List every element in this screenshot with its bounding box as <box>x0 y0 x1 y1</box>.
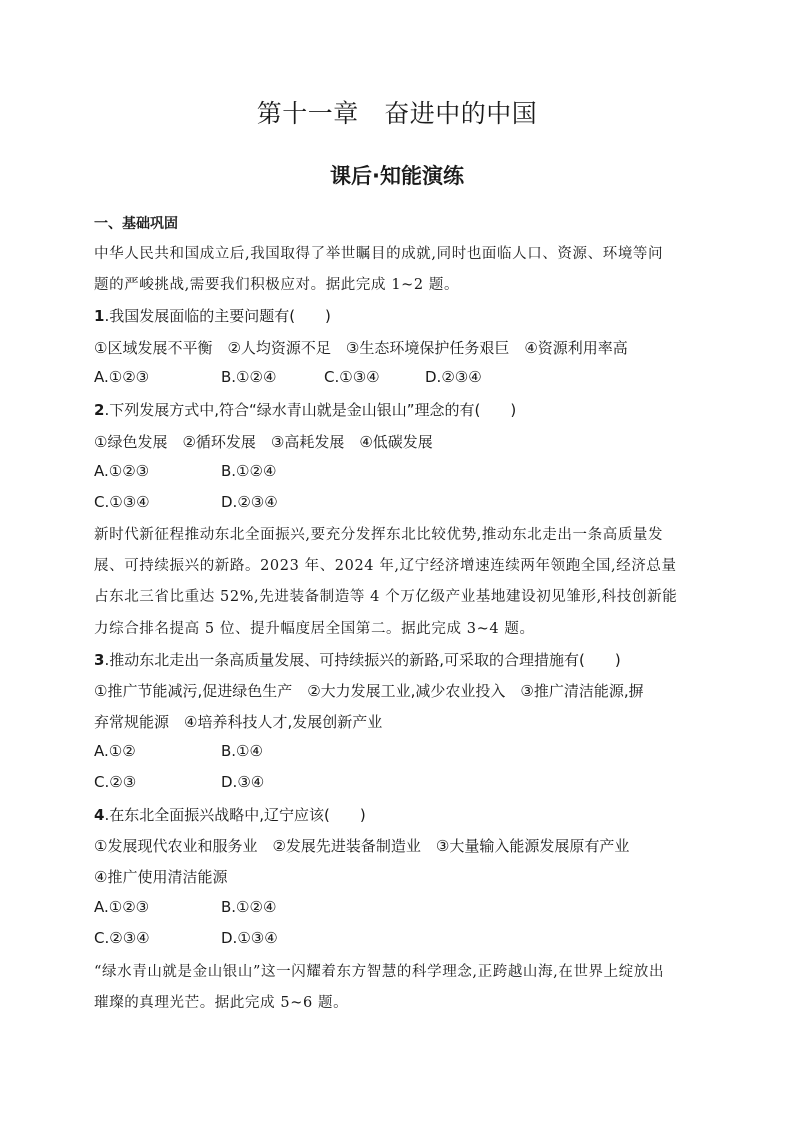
question-4-statements: ④推广使用清洁能源 <box>94 868 228 886</box>
passage-line: 力综合排名提高 5 位、提升幅度居全国第二。据此完成 3~4 题。 <box>94 621 535 637</box>
passage-line: “绿水青山就是金山银山”这一闪耀着东方智慧的科学理念,正跨越山海,在世界上绽放出 <box>94 964 665 980</box>
question-text: .下列发展方式中,符合“绿水青山就是金山银山”理念的有( ) <box>104 401 517 419</box>
choice-a[interactable]: A.①②③ <box>94 462 150 480</box>
question-1-stem <box>94 305 331 326</box>
question-text: .我国发展面临的主要问题有( ) <box>104 307 331 325</box>
choice-c[interactable]: C.①③④ <box>324 368 380 386</box>
section-title: 课后·知能演练 <box>330 164 464 188</box>
choice-c[interactable]: C.②③④ <box>94 929 150 947</box>
passage-line: 中华人民共和国成立后,我国取得了举世瞩目的成就,同时也面临人口、资源、环境等问 <box>94 246 664 262</box>
question-4-stem <box>94 804 366 825</box>
passage-line: 占东北三省比重达 52%,先进装备制造等 4 个万亿级产业基地建设初见雏形,科技创新能 <box>94 589 678 605</box>
chapter-title: 第十一章 奋进中的中国 <box>256 99 538 128</box>
question-2-choices-row-1 <box>94 462 276 480</box>
choice-c[interactable]: C.①③④ <box>94 493 150 511</box>
passage-line: 题的严峻挑战,需要我们积极应对。据此完成 1~2 题。 <box>94 277 460 293</box>
choice-c[interactable]: C.②③ <box>94 773 137 791</box>
question-number: 3 <box>94 651 105 669</box>
question-3-statements: 弃常规能源 ④培养科技人才,发展创新产业 <box>94 713 383 731</box>
choice-a[interactable]: A.①②③ <box>94 368 150 386</box>
question-text: .推动东北走出一条高质量发展、可持续振兴的新路,可采取的合理措施有( ) <box>104 651 621 669</box>
choice-d[interactable]: D.①③④ <box>221 929 278 947</box>
part-heading: 一、基础巩固 <box>94 216 178 232</box>
question-2-statements: ①绿色发展 ②循环发展 ③高耗发展 ④低碳发展 <box>94 433 433 451</box>
choice-d[interactable]: D.③④ <box>221 773 265 791</box>
passage-line: 新时代新征程推动东北全面振兴,要充分发挥东北比较优势,推动东北走出一条高质量发 <box>94 527 664 543</box>
question-1-choices <box>94 368 482 386</box>
question-number: 2 <box>94 401 105 419</box>
choice-b[interactable]: B.①②④ <box>221 462 277 480</box>
question-2-stem <box>94 399 516 420</box>
question-3-statements: ①推广节能减污,促进绿色生产 ②大力发展工业,减少农业投入 ③推广清洁能源,摒 <box>94 682 644 700</box>
question-3-choices-row-2 <box>94 773 264 791</box>
passage-line: 璀璨的真理光芒。据此完成 5~6 题。 <box>94 995 349 1011</box>
question-2-choices-row-2 <box>94 493 278 511</box>
question-text: .在东北全面振兴战略中,辽宁应该( ) <box>104 806 366 824</box>
choice-b[interactable]: B.①②④ <box>221 368 277 386</box>
choice-a[interactable]: A.①②③ <box>94 898 150 916</box>
choice-d[interactable]: D.②③④ <box>425 368 482 386</box>
question-1-statements: ①区域发展不平衡 ②人均资源不足 ③生态环境保护任务艰巨 ④资源利用率高 <box>94 339 628 357</box>
choice-d[interactable]: D.②③④ <box>221 493 278 511</box>
question-4-choices-row-2 <box>94 929 278 947</box>
question-4-choices-row-1 <box>94 898 276 916</box>
question-3-stem <box>94 649 621 670</box>
question-3-choices-row-1 <box>94 742 263 760</box>
choice-b[interactable]: B.①②④ <box>221 898 277 916</box>
question-number: 4 <box>94 806 105 824</box>
passage-line: 展、可持续振兴的新路。2023 年、2024 年,辽宁经济增速连续两年领跑全国,经济总量 <box>94 558 677 574</box>
question-4-statements: ①发展现代农业和服务业 ②发展先进装备制造业 ③大量输入能源发展原有产业 <box>94 837 630 855</box>
choice-b[interactable]: B.①④ <box>221 742 263 760</box>
choice-a[interactable]: A.①② <box>94 742 136 760</box>
question-number: 1 <box>94 307 105 325</box>
